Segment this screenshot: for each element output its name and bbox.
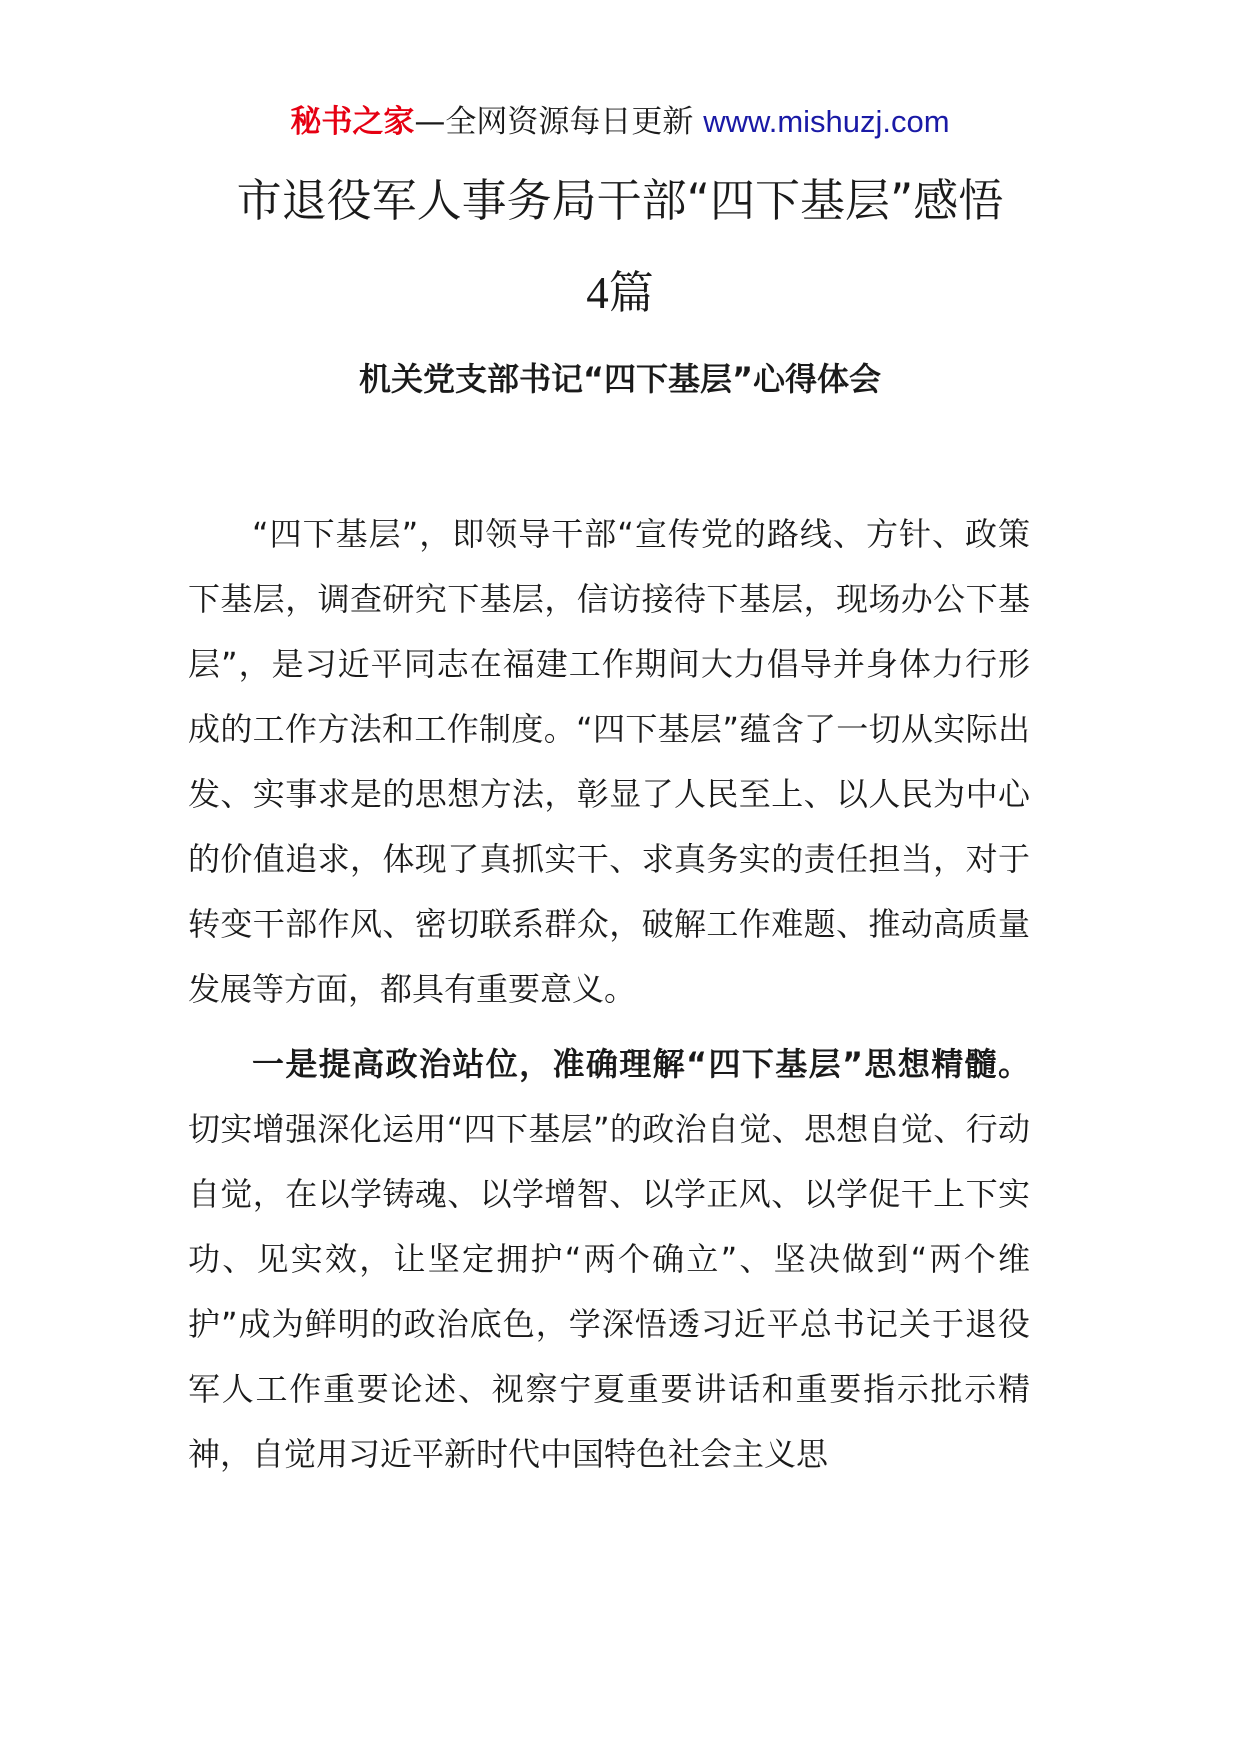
paragraph-lead: 一是提高政治站位，准确理解“四下基层”思想精髓。 — [252, 1045, 1030, 1083]
paragraph-intro: “四下基层”，即领导干部“宣传党的路线、方针、政策下基层，调查研究下基层，信访接待下基层，现场办公下基层”，是习近平同志在福建工作期间大力倡导并身体力行形成的工作方法和工作制度。“四下基层”蕴含了一切从实际出发、实事求是的思想方法，彰显了人民至上、以人民为中心的价值追求，体现了真抓实干、求真务实的责任担当，对于转变干部作风、密切联系群众，破解工作难题、推动高质量发展等方面，都具有重要意义。 — [188, 515, 1030, 1008]
title-suffix: 篇 — [608, 266, 654, 319]
document-body — [188, 502, 1030, 1497]
site-header — [0, 100, 1240, 144]
site-url-link[interactable]: www.mishuzj.com — [703, 104, 950, 139]
brand-name: 秘书之家 — [290, 104, 415, 140]
document-title — [140, 155, 1100, 339]
title-number: 4 — [586, 268, 609, 318]
paragraph-body: 切实增强深化运用“四下基层”的政治自觉、思想自觉、行动自觉，在以学铸魂、以学增智、以学正风、以学促干上下实功、见实效，让坚定拥护“两个确立”、坚决做到“两个维护”成为鲜明的政治底色，学深悟透习近平总书记关于退役军人工作重要论述、视察宁夏重要讲话和重要指示批示精神，自觉用习近平新时代中国特色社会主义思 — [188, 1110, 1030, 1473]
paragraph-point-one — [188, 1032, 1030, 1487]
section-subtitle: 机关党支部书记“四下基层”心得体会 — [358, 360, 882, 398]
title-main: 市退役军人事务局干部“四下基层”感悟 — [236, 174, 1004, 227]
header-slogan: —全网资源每日更新 — [414, 104, 704, 140]
